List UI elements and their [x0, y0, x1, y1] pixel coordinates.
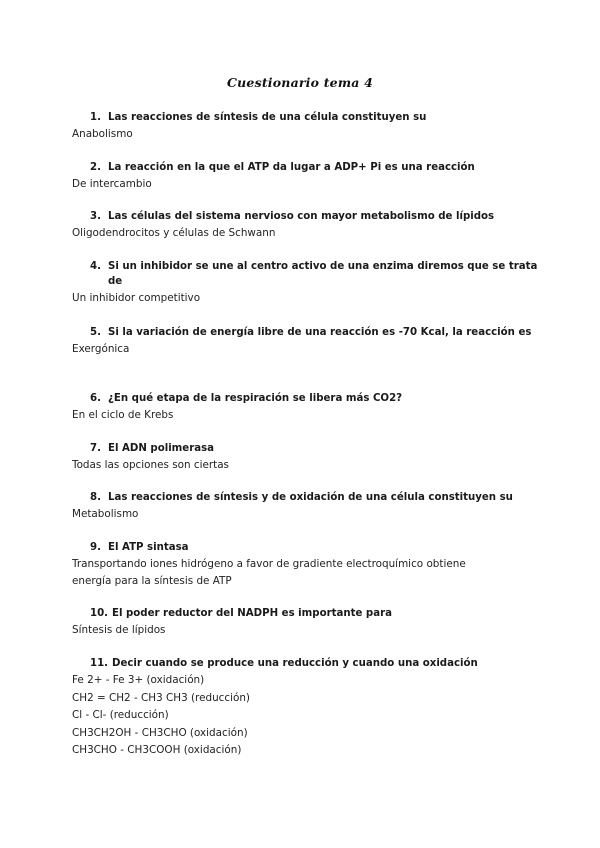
question-number: 11. [90, 658, 109, 669]
question-block [72, 391, 542, 424]
question [72, 209, 542, 224]
question-text: Las reacciones de síntesis de una célula constituyen su [108, 112, 427, 123]
question-block [72, 259, 542, 307]
question-text: Si un inhibidor se une al centro activo de una enzima diremos que se trata de [108, 261, 538, 287]
question-number: 8. [90, 492, 101, 503]
answer-line: CH2 = CH2 - CH3 CH3 (reducción) [72, 691, 250, 704]
question [72, 606, 542, 621]
question-block [72, 540, 542, 589]
question-number: 6. [90, 393, 101, 404]
answer: Exergónica [72, 343, 130, 355]
question-block [72, 606, 542, 639]
question-text: ¿En qué etapa de la respiración se libera más CO2? [108, 393, 403, 404]
answer: Transportando iones hidrógeno a favor de gradiente electroquímico obtiene energía para la síntesis de ATP [72, 558, 466, 587]
question-block [72, 325, 542, 358]
question-block [72, 490, 542, 523]
answer: Anabolismo [72, 128, 133, 140]
question [72, 110, 542, 125]
question-block [72, 110, 542, 143]
question-number: 4. [90, 261, 101, 272]
answer-line: Cl - Cl- (reducción) [72, 709, 169, 721]
question [72, 160, 542, 175]
answer: Un inhibidor competitivo [72, 292, 201, 304]
answer: Oligodendrocitos y células de Schwann [72, 227, 276, 239]
question-block [72, 441, 542, 474]
page-title: Cuestionario tema 4 [227, 75, 373, 90]
question-number: 2. [90, 162, 101, 173]
question-text: Las células del sistema nervioso con mayor metabolismo de lípidos [108, 211, 495, 222]
question-number: 5. [90, 327, 101, 338]
answer-line: Fe 2+ - Fe 3+ (oxidación) [72, 674, 205, 686]
answer: Metabolismo [72, 508, 139, 520]
question-number: 3. [90, 211, 101, 222]
question-block [72, 160, 542, 193]
question-text: El poder reductor del NADPH es importante para [112, 608, 392, 619]
question-number: 7. [90, 443, 101, 454]
answer: En el ciclo de Krebs [72, 409, 174, 421]
question-block [72, 656, 542, 759]
question-text: La reacción en la que el ATP da lugar a ADP+ Pi es una reacción [108, 162, 475, 173]
question-text: El ADN polimerasa [108, 443, 215, 454]
question-number: 9. [90, 542, 101, 553]
question [72, 441, 542, 456]
question [72, 540, 542, 555]
question [72, 325, 542, 340]
question-text: Si la variación de energía libre de una reacción es -70 Kcal, la reacción es [108, 327, 532, 338]
question [72, 490, 542, 505]
answer: Síntesis de lípidos [72, 624, 166, 636]
question-number: 1. [90, 112, 101, 123]
question-number: 10. [90, 608, 109, 619]
question [72, 391, 542, 406]
question-block [72, 209, 542, 242]
answer: Todas las opciones son ciertas [72, 459, 229, 471]
answer-line: CH3CHO - CH3COOH (oxidación) [72, 744, 242, 756]
question [72, 259, 542, 289]
question [72, 656, 542, 671]
question-text: Las reacciones de síntesis y de oxidación de una célula constituyen su [108, 492, 513, 503]
question-text: El ATP sintasa [108, 542, 189, 553]
question-text: Decir cuando se produce una reducción y cuando una oxidación [112, 658, 478, 669]
answer-line: CH3CH2OH - CH3CHO (oxidación) [72, 726, 248, 739]
answer: De intercambio [72, 178, 152, 190]
